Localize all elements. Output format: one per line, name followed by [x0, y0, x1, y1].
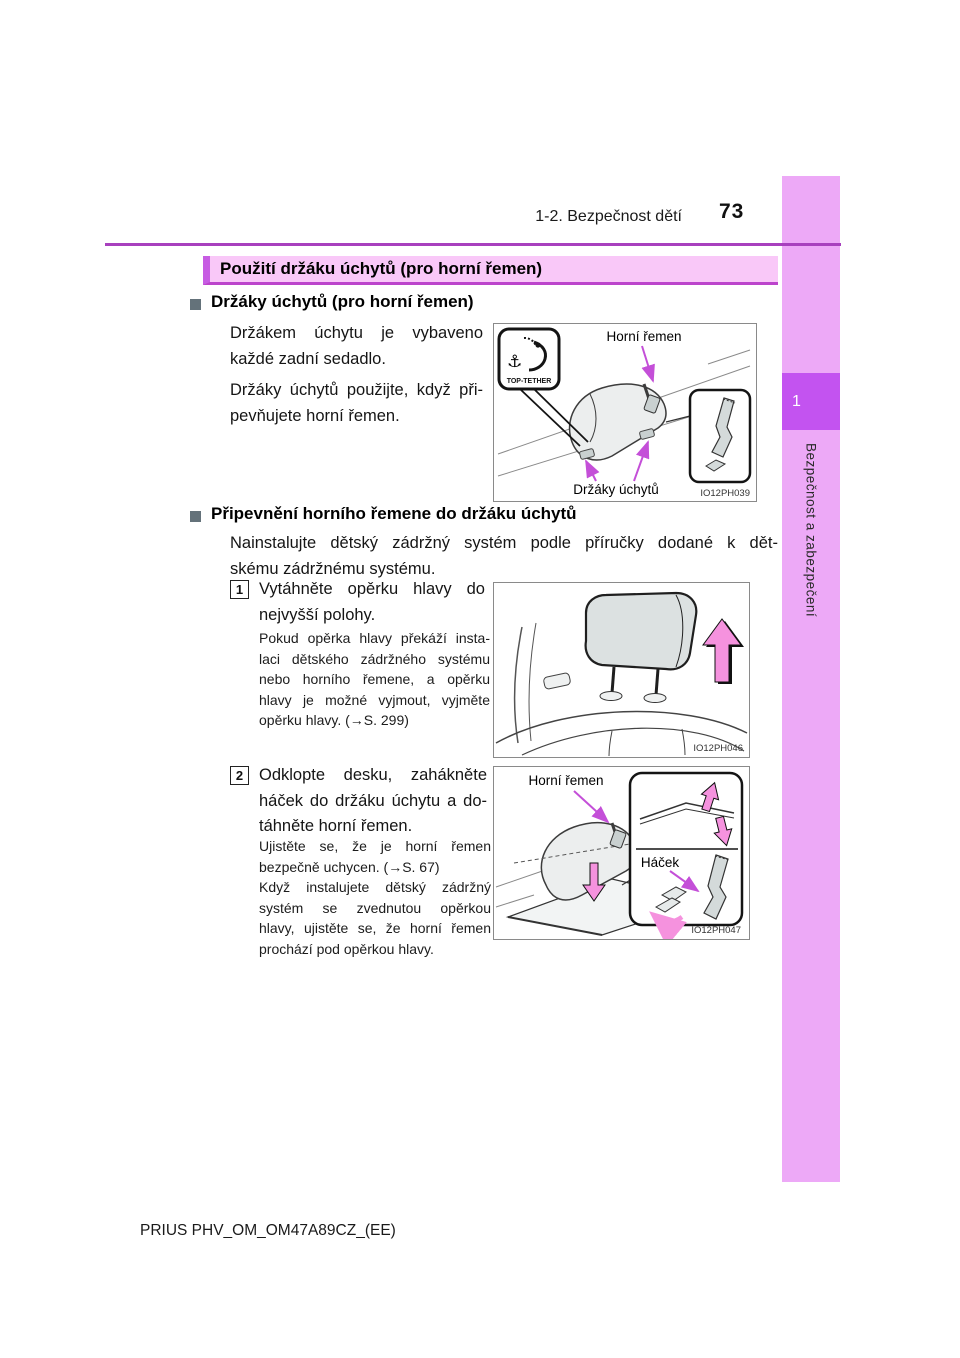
magenta-arrow [642, 346, 653, 381]
section-bullet-icon [190, 511, 201, 522]
top-tether-badge-label: TOP-TETHER [506, 378, 552, 385]
page-title-bar [203, 256, 778, 285]
section2-heading: Připevnění horního řemene do držáku úchytů [211, 504, 577, 523]
figure-headrest-raise [493, 582, 750, 758]
chapter-label: Bezpečnost a zabezpečení [803, 443, 819, 618]
step1-text: Vytáhněte opěrku hlavy do nejvyšší polohy. [259, 580, 485, 624]
figure-headrest-drawing [494, 583, 749, 757]
magenta-arrow [586, 461, 596, 481]
header-rule [105, 243, 841, 246]
step2-note [259, 836, 491, 959]
footer-document-code: PRIUS PHV_OM_OM47A89CZ_(EE) [140, 1222, 396, 1239]
strap-hook-inset [666, 390, 750, 482]
page-number: 73 [719, 200, 745, 223]
top-tether-badge [499, 329, 588, 446]
step2-note-part2: Když instalujete dětský zádržný systém se zvednutou opěrkou hlavy, ujistěte se, že horní řemen prochází pod opěrkou hlavy. [259, 879, 491, 957]
step2-text: Odklopte desku, zahákněte háček do držáku úchytu a do- táhněte horní řemen. [259, 766, 487, 835]
magenta-arrow [574, 791, 608, 822]
step1-number: 1 [235, 582, 244, 597]
chapter-label-wrap [782, 443, 840, 903]
figure1-code: IO12PH039 [700, 488, 750, 499]
figure-hook-attach [493, 766, 750, 940]
figure-anchor-brackets [493, 323, 757, 502]
pink-up-arrow [703, 619, 744, 684]
headrest-line-art [586, 593, 697, 703]
section2-intro: Nainstalujte dětský zádržný systém podle příručky dodané k dět- skému zádržnému systému. [230, 534, 778, 578]
child-seat-line-art [570, 384, 666, 460]
figure-anchor-brackets-drawing [494, 324, 756, 501]
section1-paragraph-1: Držákem úchytu je vybaveno každé zadní sedadlo. [230, 324, 483, 368]
step1-note: Pokud opěrka hlavy překáží insta- laci dětského zádržného systému nebo horního řemene, a opěrku hlavy je možné vyjmout, vyjměte opěrku hlavy. (→S. 299) [259, 630, 490, 728]
figure3-top-strap-label: Horní řemen [528, 773, 604, 788]
header-section-title: 1-2. Bezpečnost dětí [535, 208, 682, 225]
chapter-number: 1 [792, 392, 801, 410]
step2-number: 2 [235, 768, 244, 783]
figure3-inset-label: Háček [640, 855, 680, 870]
anchor-icon: ⚓ [507, 352, 523, 371]
chapter-tab [782, 373, 840, 430]
figure2-code: IO12PH046 [693, 743, 743, 754]
figure1-top-strap-label: Horní řemen [606, 329, 682, 344]
page-title: Použití držáku úchytů (pro horní řemen) [220, 259, 543, 278]
figure1-bottom-label: Držáky úchytů [573, 482, 659, 497]
section1-paragraph-2: Držáky úchytů použijte, když při- pevňujete horní řemen. [230, 381, 483, 425]
magenta-arrow [634, 442, 648, 481]
section-bullet-icon [190, 299, 201, 310]
step2-note-part1: Ujistěte se, že je horní řemen bezpečně uchycen. (→S. 67) [259, 838, 491, 875]
section1-heading: Držáky úchytů (pro horní řemen) [211, 292, 474, 311]
step1-number-box [230, 580, 249, 599]
step2-number-box [230, 766, 249, 785]
hook-inset [630, 773, 742, 925]
door-pillar-line-art [515, 623, 571, 743]
figure3-code: IO12PH047 [691, 925, 741, 936]
figure-hook-drawing [494, 767, 749, 939]
